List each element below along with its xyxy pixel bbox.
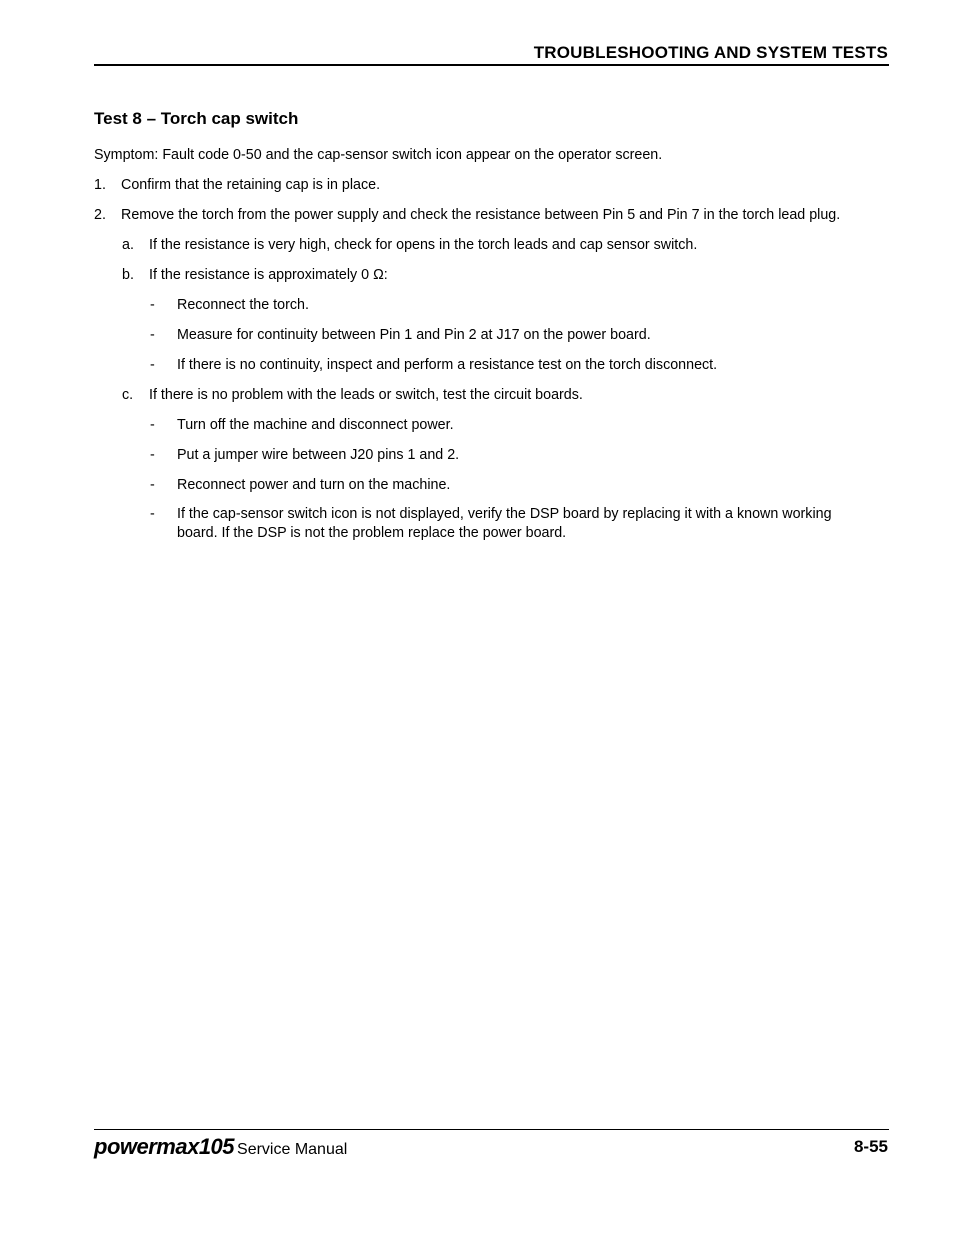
bullet-text: Reconnect the torch. — [177, 297, 309, 313]
bullet-marker: - — [150, 297, 155, 313]
step-marker: 2. — [94, 207, 106, 223]
page-number: 8-55 — [853, 1137, 888, 1156]
bullet-text: Put a jumper wire between J20 pins 1 and 2. — [177, 447, 460, 463]
bullet-marker: - — [150, 506, 155, 522]
bullet-text: Turn off the machine and disconnect power. — [177, 417, 454, 433]
section-title: Test 8 – Torch cap switch — [94, 109, 299, 128]
step-text: Remove the torch from the power supply and check the resistance between Pin 5 and Pin 7 in the torch lead plug. — [121, 207, 841, 223]
footer-rule — [94, 1129, 889, 1130]
bullet-text-continuation: board. If the DSP is not the problem replace the power board. — [177, 525, 567, 541]
bullet-text: Measure for continuity between Pin 1 and Pin 2 at J17 on the power board. — [177, 327, 651, 343]
header-rule — [94, 64, 889, 66]
bullet-marker: - — [150, 327, 155, 343]
brand-logo: powermax105 — [94, 1134, 235, 1159]
brand-subtitle: Service Manual — [237, 1141, 348, 1158]
substep-marker: a. — [122, 237, 134, 253]
step-text: Confirm that the retaining cap is in place. — [121, 177, 381, 193]
substep-text: If the resistance is approximately 0 Ω: — [149, 267, 388, 283]
substep-text: If the resistance is very high, check for opens in the torch leads and cap sensor switch. — [149, 237, 698, 253]
bullet-text: If there is no continuity, inspect and perform a resistance test on the torch disconnect. — [177, 357, 718, 373]
substep-marker: c. — [122, 387, 134, 403]
bullet-marker: - — [150, 417, 155, 433]
bullet-marker: - — [150, 447, 155, 463]
step-marker: 1. — [94, 177, 106, 193]
bullet-text: If the cap-sensor switch icon is not displayed, verify the DSP board by replacing it with a known working — [177, 506, 832, 522]
substep-text: If there is no problem with the leads or switch, test the circuit boards. — [149, 387, 583, 403]
footer-brand — [94, 1134, 347, 1160]
substep-marker: b. — [122, 267, 134, 283]
bullet-marker: - — [150, 477, 155, 493]
header-title: TROUBLESHOOTING AND SYSTEM TESTS — [533, 43, 888, 62]
bullet-marker: - — [150, 357, 155, 373]
symptom-text: Symptom: Fault code 0-50 and the cap-sensor switch icon appear on the operator screen. — [94, 147, 663, 163]
bullet-text: Reconnect power and turn on the machine. — [177, 477, 451, 493]
